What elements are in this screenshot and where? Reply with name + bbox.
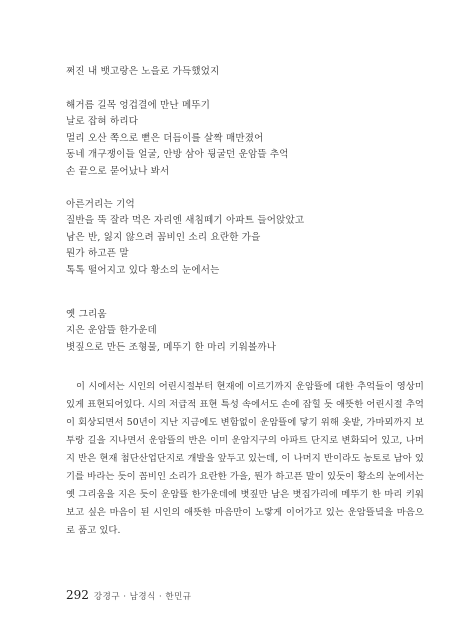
poem-line: 해거름 길목 엉겁결에 만난 메뚜기 bbox=[66, 99, 211, 111]
poem-line: 남은 반, 잃지 않으려 꼼비인 소리 요란한 가을 bbox=[66, 231, 261, 243]
poem-line: 톡톡 떨어지고 있다 황소의 눈에서는 bbox=[66, 264, 220, 276]
poem-stanza-1 bbox=[66, 64, 426, 81]
footer-authors: 강경구 · 남경식 · 한민규 bbox=[93, 592, 192, 602]
poem-stanza-4 bbox=[66, 307, 426, 357]
poem-line: 볏짚으로 만든 조형물, 메뚜기 한 마리 키워볼까나 bbox=[66, 341, 277, 353]
poem-stanza-3 bbox=[66, 197, 426, 280]
poem bbox=[66, 64, 426, 356]
page-footer bbox=[66, 588, 192, 602]
poem-line: 멀리 오산 쪽으로 뻗은 더듬이를 살짝 매만졌어 bbox=[66, 132, 264, 144]
poem-line: 손 끝으로 묻어났나 봐서 bbox=[66, 165, 170, 177]
poem-line: 옛 그리움 bbox=[66, 308, 107, 320]
poem-line: 아른거리는 기억 bbox=[66, 198, 135, 210]
poem-line: 쩌진 내 뱃고랑은 노을로 가득했었지 bbox=[66, 66, 220, 77]
poem-stanza-2 bbox=[66, 98, 426, 181]
commentary-paragraph: 이 시에서는 시인의 어린시절부터 현재에 이르기까지 운암뜰에 대한 추억들이 영상미 있게 표현되어있다. 시의 저급적 표현 특성 속에서도 손에 잡힐 듯 애뜻한 어린시절 추억이 회상되면서 50년이 지난 지금에도 변함없이 운암뜰에 닿기 위해 옷밭, 가마뫼까지 보투랑 길을 지나면서 운암뜰의 반은 이미 운암지구의 아파트 단지로 변화되어 있고, 나머지 반은 현재 첨단산업단지로 개발을 앞두고 있는데, 이 나머지 반이라도 농토로 남아 있기를 바라는 듯이 꼼비인 소리가 요란한 가을, 뭔가 하고픈 말이 있듯이 황소의 눈에서는 옛 그리움을 지은 듯이 운암뜰 한가운데에 볏짚만 남은 볏집가리에 메뚜기 한 마리 키워 보고 싶은 마음이 된 시인의 애뜻한 마음만이 노랗게 이어가고 있는 운암뜰녘을 마음으로 품고 있다. bbox=[66, 381, 424, 536]
page-number: 292 bbox=[66, 588, 89, 602]
poem-line: 동네 개구쟁이들 얼굴, 안방 삼아 뒹굴던 운암뜰 추억 bbox=[66, 149, 289, 161]
poem-line: 뭔가 하고픈 말 bbox=[66, 248, 129, 260]
poem-line: 질반을 뚝 잘라 먹은 자리엔 새침떼기 아파트 들어앉았고 bbox=[66, 215, 305, 227]
poem-line: 지은 운암뜰 한가운데 bbox=[66, 325, 157, 337]
poem-line: 날로 잡혀 하리다 bbox=[66, 116, 139, 128]
